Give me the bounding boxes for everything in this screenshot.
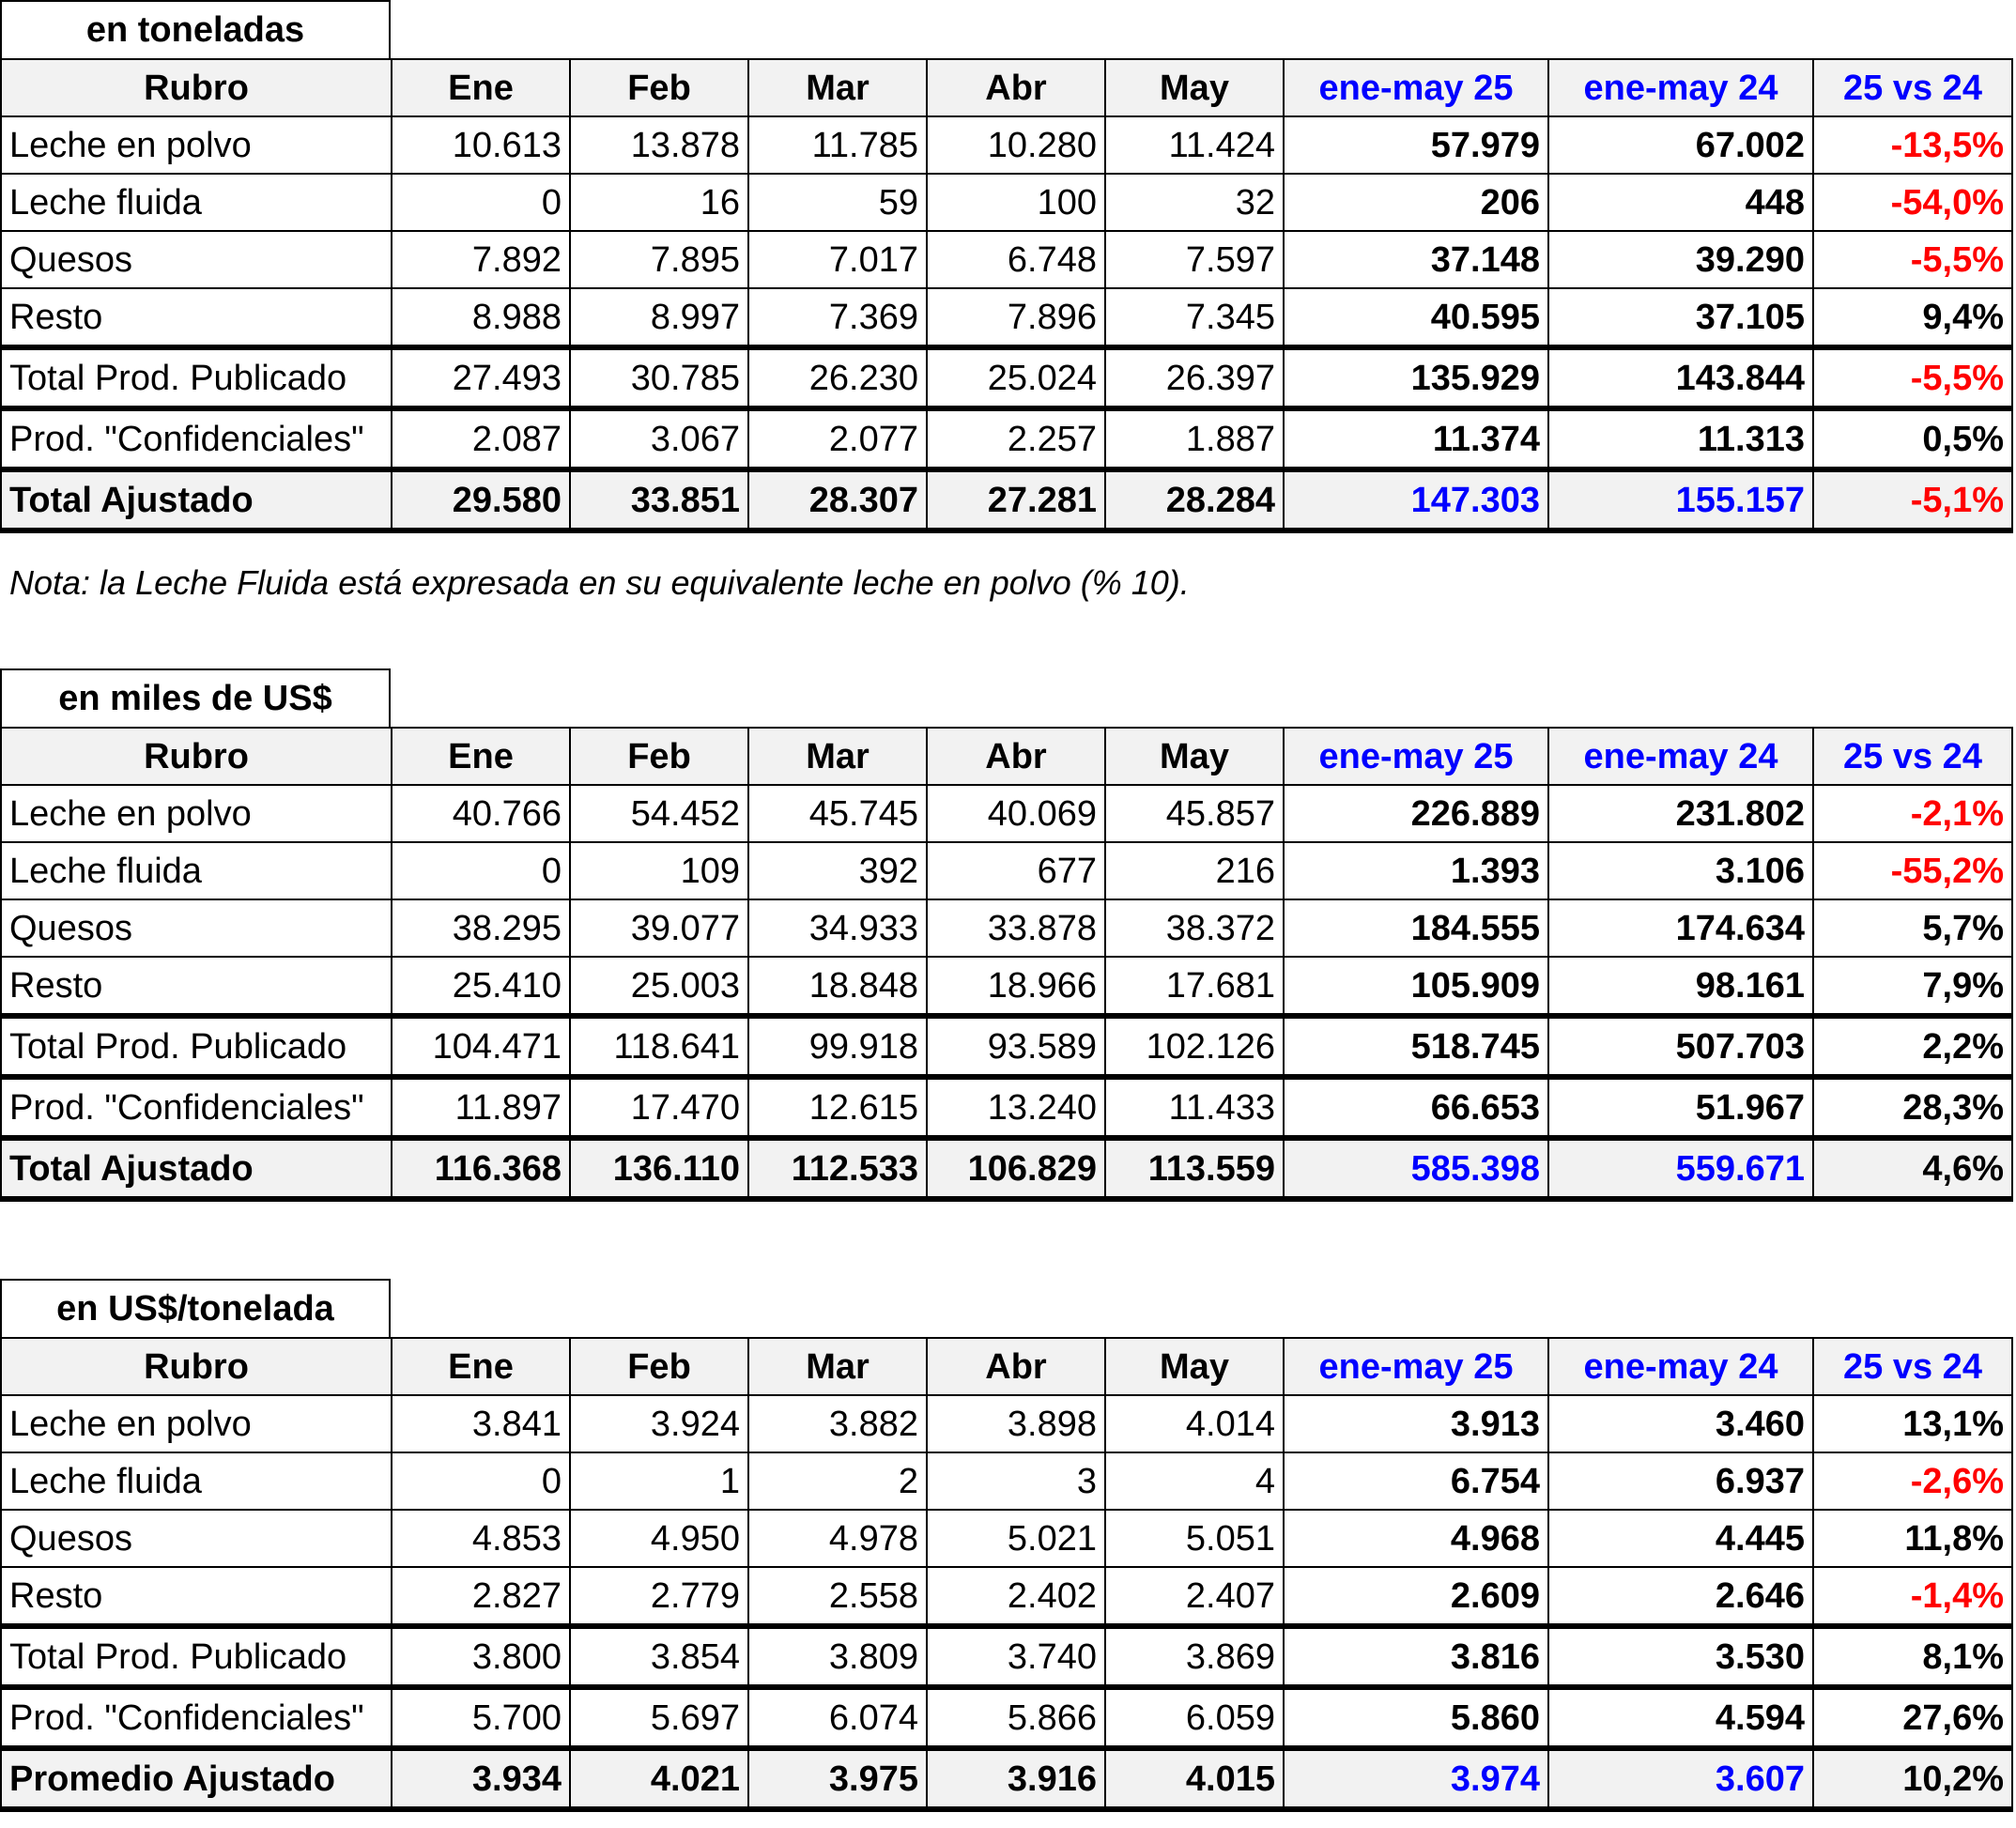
table-cell: 11.897 <box>392 1077 570 1138</box>
column-header: Feb <box>570 1338 748 1395</box>
table-cell: 32 <box>1105 174 1284 231</box>
column-header: Ene <box>392 1338 570 1395</box>
table-row <box>1 469 2012 530</box>
table-cell: 1 <box>570 1452 748 1510</box>
table-cell: 8,1% <box>1813 1626 2012 1687</box>
row-label: Leche en polvo <box>1 1395 392 1452</box>
column-header: May <box>1105 728 1284 785</box>
header-row <box>1 1338 2012 1395</box>
data-table <box>0 1337 2013 1812</box>
column-header: ene-may 24 <box>1548 59 1813 116</box>
table-row <box>1 1510 2012 1567</box>
table-cell: 3 <box>927 1452 1105 1510</box>
column-header: 25 vs 24 <box>1813 59 2012 116</box>
row-label: Prod. "Confidenciales" <box>1 408 392 469</box>
table-cell: -55,2% <box>1813 842 2012 899</box>
table-cell: 4.950 <box>570 1510 748 1567</box>
column-header: 25 vs 24 <box>1813 1338 2012 1395</box>
table-cell: 18.966 <box>927 957 1105 1016</box>
column-header: Abr <box>927 59 1105 116</box>
row-label: Promedio Ajustado <box>1 1748 392 1809</box>
row-label: Quesos <box>1 899 392 957</box>
table-cell: 4 <box>1105 1452 1284 1510</box>
column-header: Abr <box>927 728 1105 785</box>
table-cell: 6.754 <box>1284 1452 1548 1510</box>
table-cell: 40.766 <box>392 785 570 842</box>
table-cell: 4.014 <box>1105 1395 1284 1452</box>
table-cell: 3.740 <box>927 1626 1105 1687</box>
table-cell: 6.937 <box>1548 1452 1813 1510</box>
table-cell: 226.889 <box>1284 785 1548 842</box>
table-row <box>1 785 2012 842</box>
table-cell: 99.918 <box>748 1016 927 1077</box>
table-cell: 2.402 <box>927 1567 1105 1626</box>
column-header: Mar <box>748 59 927 116</box>
table-cell: 677 <box>927 842 1105 899</box>
table-row <box>1 288 2012 347</box>
table-cell: 5.021 <box>927 1510 1105 1567</box>
table-cell: 54.452 <box>570 785 748 842</box>
table-usd-tonelada <box>0 1337 2013 1812</box>
table-cell: 3.882 <box>748 1395 927 1452</box>
table-cell: 34.933 <box>748 899 927 957</box>
table-row <box>1 1626 2012 1687</box>
table-cell: -54,0% <box>1813 174 2012 231</box>
table-cell: 3.924 <box>570 1395 748 1452</box>
table-cell: 40.069 <box>927 785 1105 842</box>
table-cell: 0 <box>392 1452 570 1510</box>
table-cell: 3.809 <box>748 1626 927 1687</box>
table-cell: -2,1% <box>1813 785 2012 842</box>
table-cell: 13,1% <box>1813 1395 2012 1452</box>
table-cell: 6.074 <box>748 1687 927 1748</box>
table-cell: 7.896 <box>927 288 1105 347</box>
table-cell: 13.878 <box>570 116 748 174</box>
table-cell: 27,6% <box>1813 1687 2012 1748</box>
table-cell: -5,5% <box>1813 231 2012 288</box>
table-cell: 7,9% <box>1813 957 2012 1016</box>
table-cell: 4.968 <box>1284 1510 1548 1567</box>
table-cell: 585.398 <box>1284 1138 1548 1199</box>
table-cell: 104.471 <box>392 1016 570 1077</box>
table-cell: -13,5% <box>1813 116 2012 174</box>
table-row <box>1 1077 2012 1138</box>
table-cell: 2.609 <box>1284 1567 1548 1626</box>
row-label: Prod. "Confidenciales" <box>1 1687 392 1748</box>
table-cell: 40.595 <box>1284 288 1548 347</box>
table-cell: 112.533 <box>748 1138 927 1199</box>
table-cell: 4.853 <box>392 1510 570 1567</box>
table-cell: 98.161 <box>1548 957 1813 1016</box>
column-header: Ene <box>392 59 570 116</box>
table-cell: 9,4% <box>1813 288 2012 347</box>
table-cell: 4.978 <box>748 1510 927 1567</box>
table-cell: 392 <box>748 842 927 899</box>
table-cell: 4.594 <box>1548 1687 1813 1748</box>
table-cell: 7.892 <box>392 231 570 288</box>
table-cell: 8.997 <box>570 288 748 347</box>
table-cell: 26.397 <box>1105 347 1284 408</box>
column-header: Mar <box>748 1338 927 1395</box>
table-cell: 106.829 <box>927 1138 1105 1199</box>
table-cell: 10.280 <box>927 116 1105 174</box>
table-cell: 0,5% <box>1813 408 2012 469</box>
table-cell: 27.281 <box>927 469 1105 530</box>
table-row <box>1 174 2012 231</box>
table-cell: 155.157 <box>1548 469 1813 530</box>
column-header: Feb <box>570 728 748 785</box>
table-row <box>1 408 2012 469</box>
row-label: Total Ajustado <box>1 469 392 530</box>
row-label: Total Ajustado <box>1 1138 392 1199</box>
table-cell: 11,8% <box>1813 1510 2012 1567</box>
table-cell: 38.372 <box>1105 899 1284 957</box>
table-cell: 11.785 <box>748 116 927 174</box>
table-cell: 136.110 <box>570 1138 748 1199</box>
table-cell: 6.059 <box>1105 1687 1284 1748</box>
table-cell: 109 <box>570 842 748 899</box>
table-cell: 67.002 <box>1548 116 1813 174</box>
column-header: ene-may 25 <box>1284 728 1548 785</box>
table-cell: 1.393 <box>1284 842 1548 899</box>
row-label: Resto <box>1 957 392 1016</box>
column-header: Ene <box>392 728 570 785</box>
unit-label: en toneladas <box>0 0 391 58</box>
table-cell: 25.024 <box>927 347 1105 408</box>
column-header: ene-may 24 <box>1548 728 1813 785</box>
table-cell: 57.979 <box>1284 116 1548 174</box>
table-cell: 37.148 <box>1284 231 1548 288</box>
table-cell: 105.909 <box>1284 957 1548 1016</box>
table-cell: 38.295 <box>392 899 570 957</box>
table-cell: 206 <box>1284 174 1548 231</box>
table-cell: 5.866 <box>927 1687 1105 1748</box>
table-cell: 559.671 <box>1548 1138 1813 1199</box>
table-cell: 25.410 <box>392 957 570 1016</box>
table-row <box>1 1567 2012 1626</box>
table-cell: 7.895 <box>570 231 748 288</box>
data-table <box>0 58 2013 533</box>
column-header: Abr <box>927 1338 1105 1395</box>
column-header: Mar <box>748 728 927 785</box>
table-cell: 147.303 <box>1284 469 1548 530</box>
table-cell: 18.848 <box>748 957 927 1016</box>
table-cell: 11.313 <box>1548 408 1813 469</box>
table-cell: 7.597 <box>1105 231 1284 288</box>
row-label: Total Prod. Publicado <box>1 1626 392 1687</box>
table-cell: 5,7% <box>1813 899 2012 957</box>
table-cell: 1.887 <box>1105 408 1284 469</box>
table-cell: 45.745 <box>748 785 927 842</box>
column-header: May <box>1105 59 1284 116</box>
table-cell: 3.460 <box>1548 1395 1813 1452</box>
table-cell: 93.589 <box>927 1016 1105 1077</box>
table-cell: 118.641 <box>570 1016 748 1077</box>
table-row <box>1 347 2012 408</box>
table-row <box>1 1016 2012 1077</box>
table-cell: 216 <box>1105 842 1284 899</box>
table-cell: 174.634 <box>1548 899 1813 957</box>
table-cell: 184.555 <box>1284 899 1548 957</box>
table-cell: 3.800 <box>392 1626 570 1687</box>
table-cell: 10.613 <box>392 116 570 174</box>
table-row <box>1 1687 2012 1748</box>
table-cell: 45.857 <box>1105 785 1284 842</box>
column-header: Rubro <box>1 728 392 785</box>
table-cell: 3.854 <box>570 1626 748 1687</box>
table-cell: 143.844 <box>1548 347 1813 408</box>
table-cell: 37.105 <box>1548 288 1813 347</box>
table-cell: 59 <box>748 174 927 231</box>
table-row <box>1 957 2012 1016</box>
table-cell: 4,6% <box>1813 1138 2012 1199</box>
table-cell: 11.433 <box>1105 1077 1284 1138</box>
table-cell: 5.700 <box>392 1687 570 1748</box>
row-label: Quesos <box>1 231 392 288</box>
table-cell: 113.559 <box>1105 1138 1284 1199</box>
table-cell: 135.929 <box>1284 347 1548 408</box>
table-cell: 39.290 <box>1548 231 1813 288</box>
table-cell: -5,1% <box>1813 469 2012 530</box>
table-cell: 116.368 <box>392 1138 570 1199</box>
row-label: Leche fluida <box>1 1452 392 1510</box>
table-cell: 5.697 <box>570 1687 748 1748</box>
row-label: Resto <box>1 1567 392 1626</box>
table-cell: 4.021 <box>570 1748 748 1809</box>
row-label: Leche fluida <box>1 842 392 899</box>
table-cell: 0 <box>392 174 570 231</box>
row-label: Total Prod. Publicado <box>1 347 392 408</box>
table-cell: 3.106 <box>1548 842 1813 899</box>
table-cell: 5.051 <box>1105 1510 1284 1567</box>
table-cell: 2.779 <box>570 1567 748 1626</box>
row-label: Leche en polvo <box>1 785 392 842</box>
table-cell: 2.087 <box>392 408 570 469</box>
column-header: Rubro <box>1 1338 392 1395</box>
unit-label: en miles de US$ <box>0 668 391 727</box>
table-row <box>1 1748 2012 1809</box>
table-cell: 507.703 <box>1548 1016 1813 1077</box>
table-cell: 3.975 <box>748 1748 927 1809</box>
table-cell: 448 <box>1548 174 1813 231</box>
header-row <box>1 59 2012 116</box>
table-cell: 28,3% <box>1813 1077 2012 1138</box>
table-cell: 102.126 <box>1105 1016 1284 1077</box>
table-toneladas <box>0 58 2013 533</box>
table-miles-usd <box>0 727 2013 1202</box>
table-cell: 26.230 <box>748 347 927 408</box>
table-cell: 25.003 <box>570 957 748 1016</box>
table-cell: 30.785 <box>570 347 748 408</box>
row-label: Quesos <box>1 1510 392 1567</box>
table-cell: 3.841 <box>392 1395 570 1452</box>
table-note: Nota: la Leche Fluida está expresada en su equivalente leche en polvo (% 10). <box>9 563 1190 602</box>
table-cell: 3.974 <box>1284 1748 1548 1809</box>
table-cell: 2.407 <box>1105 1567 1284 1626</box>
table-row <box>1 116 2012 174</box>
table-cell: 39.077 <box>570 899 748 957</box>
table-cell: 2 <box>748 1452 927 1510</box>
table-cell: 4.445 <box>1548 1510 1813 1567</box>
table-cell: 3.869 <box>1105 1626 1284 1687</box>
table-cell: 51.967 <box>1548 1077 1813 1138</box>
column-header: Feb <box>570 59 748 116</box>
row-label: Leche en polvo <box>1 116 392 174</box>
table-cell: 4.015 <box>1105 1748 1284 1809</box>
table-cell: 100 <box>927 174 1105 231</box>
table-cell: 3.913 <box>1284 1395 1548 1452</box>
table-cell: 12.615 <box>748 1077 927 1138</box>
table-row <box>1 1452 2012 1510</box>
table-cell: 3.607 <box>1548 1748 1813 1809</box>
table-cell: 2.646 <box>1548 1567 1813 1626</box>
table-cell: 29.580 <box>392 469 570 530</box>
table-cell: 10,2% <box>1813 1748 2012 1809</box>
column-header: ene-may 25 <box>1284 59 1548 116</box>
table-row <box>1 1138 2012 1199</box>
column-header: ene-may 24 <box>1548 1338 1813 1395</box>
table-cell: 6.748 <box>927 231 1105 288</box>
table-cell: -2,6% <box>1813 1452 2012 1510</box>
table-cell: 16 <box>570 174 748 231</box>
unit-label: en US$/tonelada <box>0 1279 391 1337</box>
table-cell: 33.851 <box>570 469 748 530</box>
table-row <box>1 1395 2012 1452</box>
table-cell: 66.653 <box>1284 1077 1548 1138</box>
table-cell: 27.493 <box>392 347 570 408</box>
table-cell: 11.424 <box>1105 116 1284 174</box>
table-cell: 3.816 <box>1284 1626 1548 1687</box>
column-header: Rubro <box>1 59 392 116</box>
table-cell: 0 <box>392 842 570 899</box>
table-cell: 11.374 <box>1284 408 1548 469</box>
table-cell: 33.878 <box>927 899 1105 957</box>
table-cell: 28.284 <box>1105 469 1284 530</box>
table-cell: 7.017 <box>748 231 927 288</box>
column-header: May <box>1105 1338 1284 1395</box>
column-header: 25 vs 24 <box>1813 728 2012 785</box>
column-header: ene-may 25 <box>1284 1338 1548 1395</box>
table-cell: 518.745 <box>1284 1016 1548 1077</box>
table-cell: 2,2% <box>1813 1016 2012 1077</box>
table-row <box>1 231 2012 288</box>
table-cell: 8.988 <box>392 288 570 347</box>
header-row <box>1 728 2012 785</box>
table-cell: 3.916 <box>927 1748 1105 1809</box>
table-cell: 28.307 <box>748 469 927 530</box>
table-cell: 3.530 <box>1548 1626 1813 1687</box>
table-cell: 2.558 <box>748 1567 927 1626</box>
row-label: Leche fluida <box>1 174 392 231</box>
table-row <box>1 899 2012 957</box>
table-row <box>1 842 2012 899</box>
row-label: Total Prod. Publicado <box>1 1016 392 1077</box>
table-cell: 231.802 <box>1548 785 1813 842</box>
table-cell: 7.369 <box>748 288 927 347</box>
table-cell: 3.067 <box>570 408 748 469</box>
table-cell: 17.681 <box>1105 957 1284 1016</box>
row-label: Resto <box>1 288 392 347</box>
table-cell: 7.345 <box>1105 288 1284 347</box>
table-cell: 3.934 <box>392 1748 570 1809</box>
table-cell: -5,5% <box>1813 347 2012 408</box>
table-cell: 5.860 <box>1284 1687 1548 1748</box>
table-cell: 2.257 <box>927 408 1105 469</box>
table-cell: -1,4% <box>1813 1567 2012 1626</box>
row-label: Prod. "Confidenciales" <box>1 1077 392 1138</box>
table-cell: 13.240 <box>927 1077 1105 1138</box>
table-cell: 3.898 <box>927 1395 1105 1452</box>
table-cell: 2.827 <box>392 1567 570 1626</box>
data-table <box>0 727 2013 1202</box>
table-cell: 17.470 <box>570 1077 748 1138</box>
table-cell: 2.077 <box>748 408 927 469</box>
